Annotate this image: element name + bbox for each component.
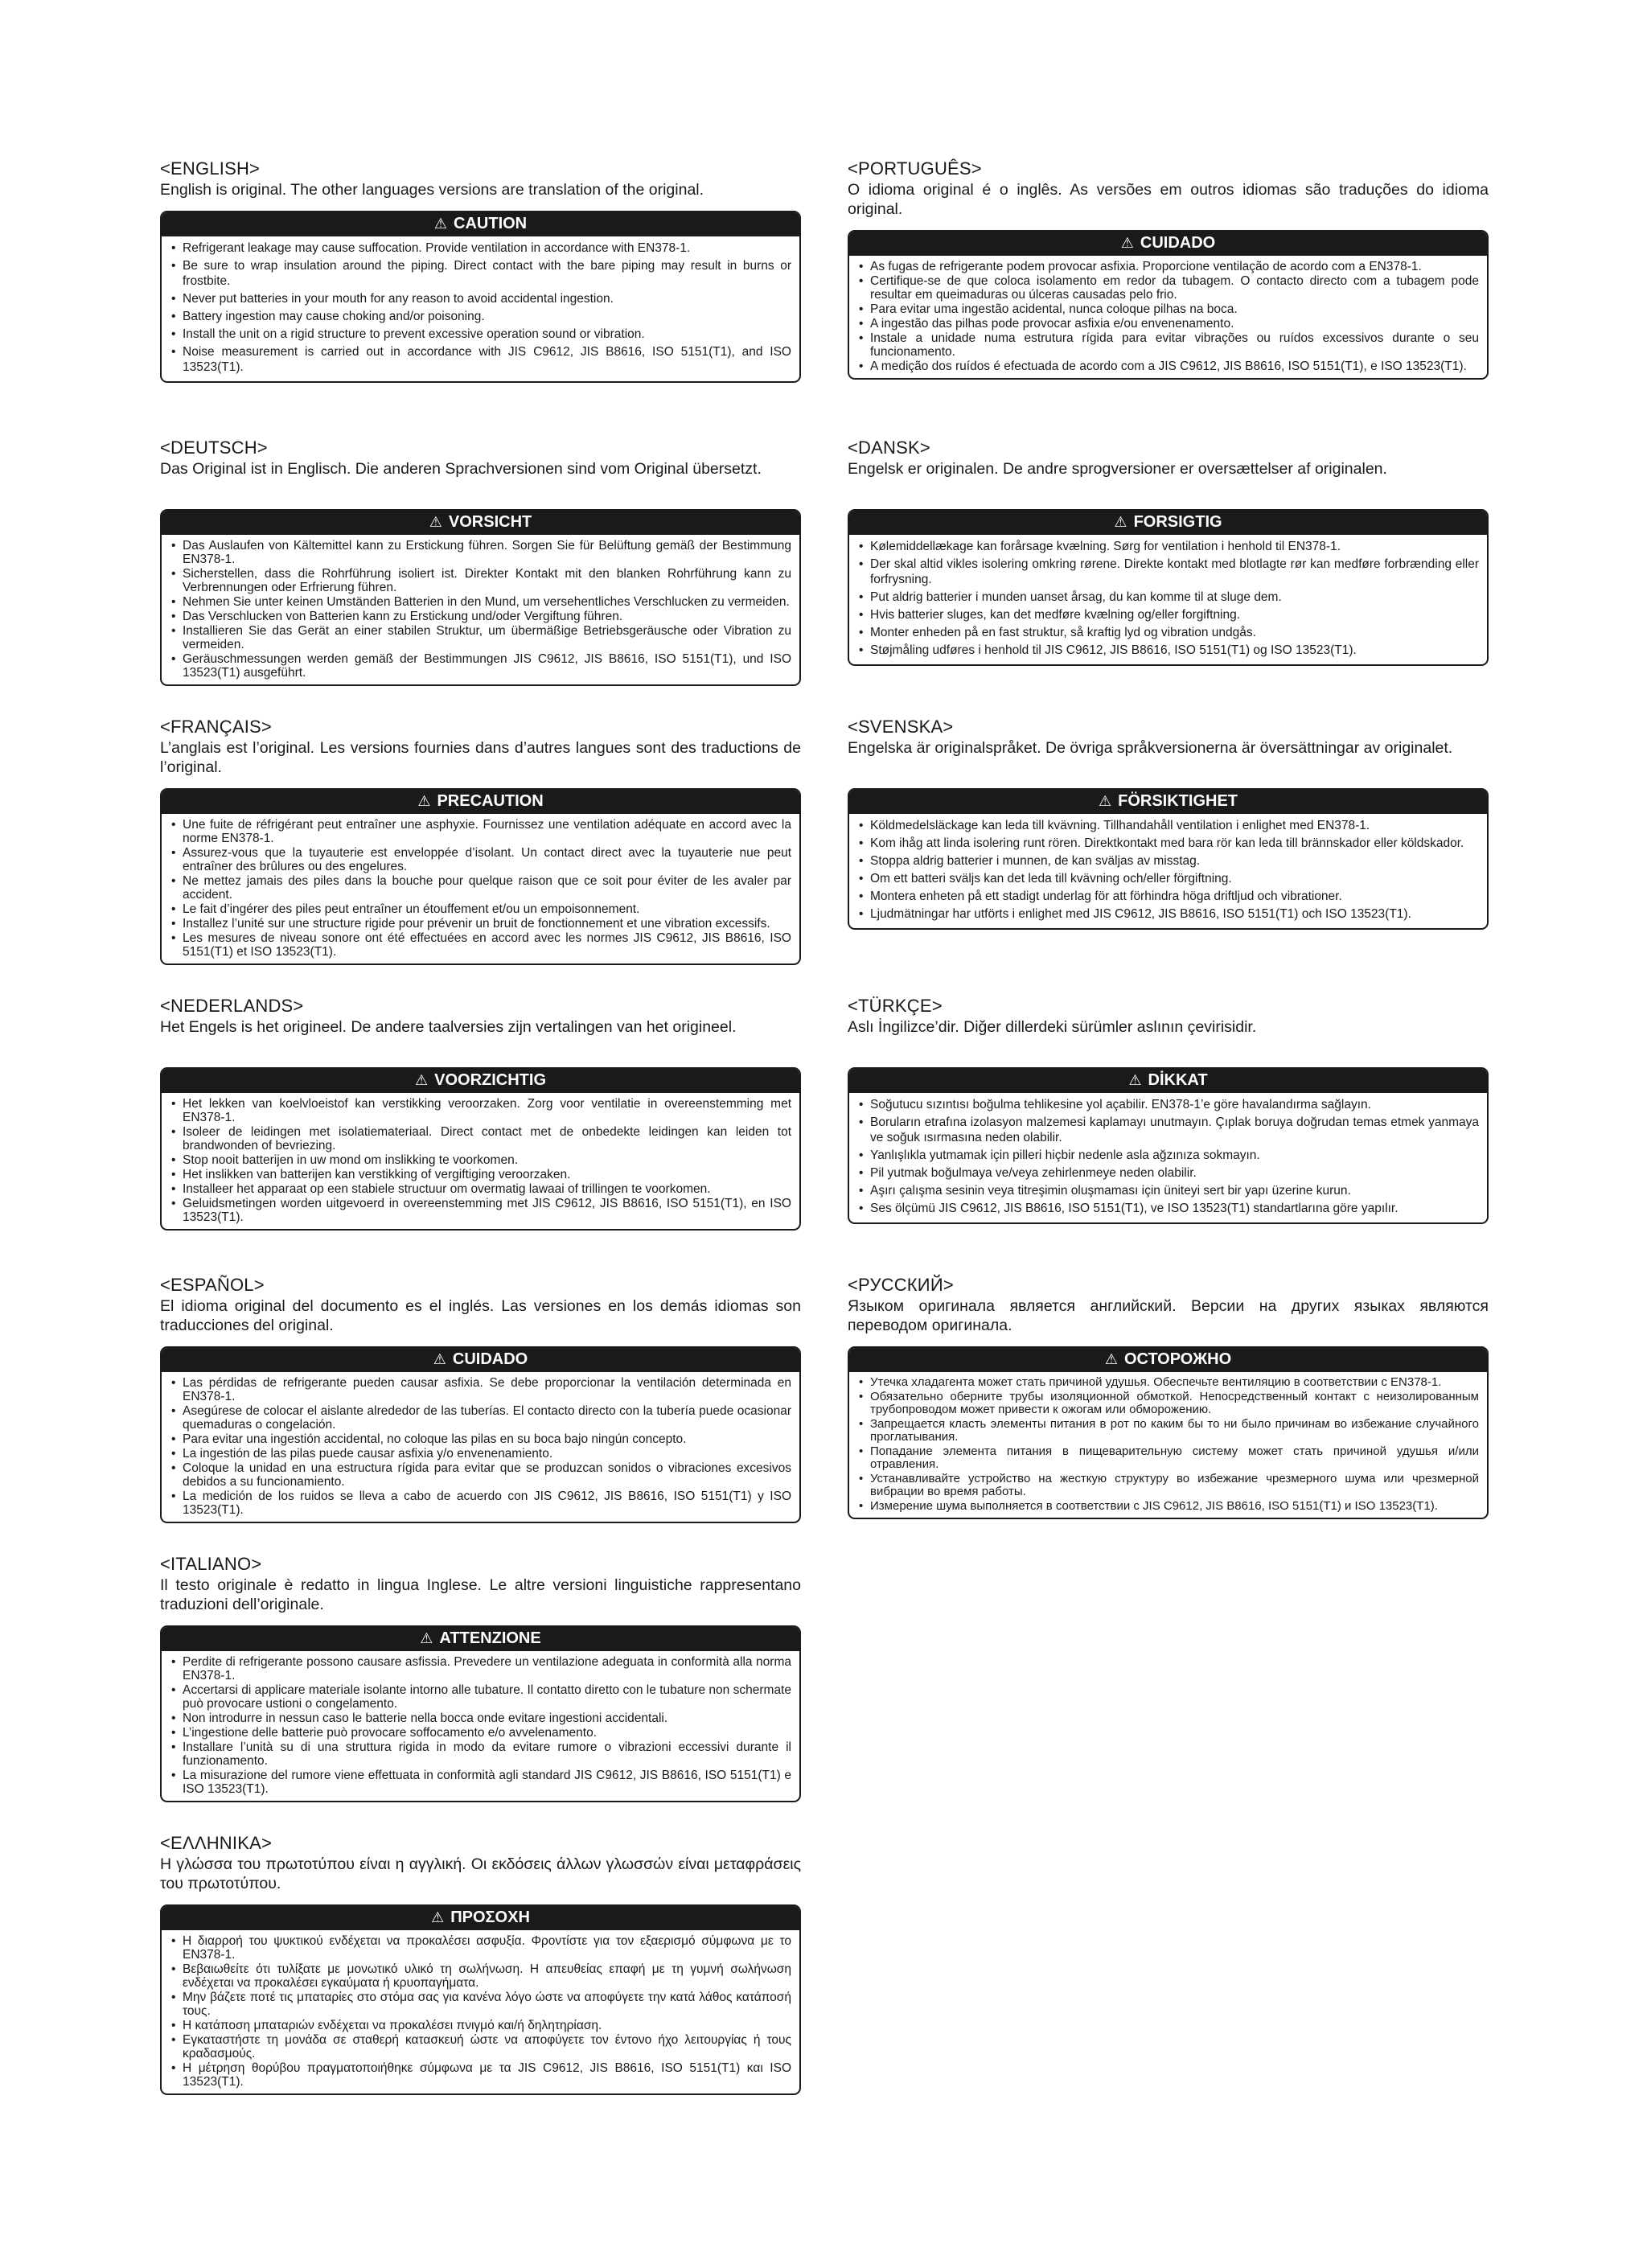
warning-item: • Be sure to wrap insulation around the piping. Direct contact with the bare piping may result in burns or frostbite. bbox=[170, 258, 791, 289]
warning-item: • A medição dos ruídos é efectuada de acordo com a JIS C9612, JIS B8616, ISO 5151(T1), e ISO 13523(T1). bbox=[857, 360, 1479, 373]
warning-box bbox=[160, 788, 801, 965]
warning-item: • Η κατάποση μπαταριών ενδέχεται να προκαλέσει πνιγμό και/ή δηλητηρίαση. bbox=[170, 2019, 791, 2032]
warning-item: • Never put batteries in your mouth for any reason to avoid accidental ingestion. bbox=[170, 291, 791, 306]
warning-list bbox=[849, 535, 1487, 664]
warning-label: FÖRSIKTIGHET bbox=[1118, 792, 1238, 810]
warning-header bbox=[849, 232, 1487, 256]
warning-item: • Das Auslaufen von Kältemittel kann zu Erstickung führen. Sorgen Sie für Belüftung gemäß der Bestimmung EN378-1. bbox=[170, 539, 791, 566]
warning-header bbox=[162, 1348, 799, 1372]
warning-item: • Asegúrese de colocar el aislante alrededor de las tuberías. El contacto directo con la tubería puede ocasionar quemaduras o congelación. bbox=[170, 1404, 791, 1432]
warning-list bbox=[162, 236, 799, 381]
warning-item: • Het lekken van koelvloeistof kan verstikking veroorzaken. Zorg voor ventilatie in overeenstemming met EN378-1. bbox=[170, 1097, 791, 1124]
warning-label: ОСТОРОЖНО bbox=[1123, 1350, 1232, 1368]
warning-triangle-icon: ⚠ bbox=[1120, 235, 1134, 251]
warning-item: • Ses ölçümü JIS C9612, JIS B8616, ISO 5151(T1), ve ISO 13523(T1) standartlarına göre yapılır. bbox=[857, 1201, 1479, 1216]
warning-box bbox=[160, 211, 801, 383]
warning-item: • Para evitar uma ingestão acidental, nunca coloque pilhas na boca. bbox=[857, 302, 1479, 316]
warning-header bbox=[162, 1069, 799, 1093]
warning-label: FORSIGTIG bbox=[1133, 513, 1222, 531]
warning-item: • Μην βάζετε ποτέ τις μπαταρίες στο στόμα σας για κανένα λόγο ώστε να αποφύγετε την κατά λάθος κατάποσή τους. bbox=[170, 1991, 791, 2018]
warning-item: • Stop nooit batterijen in uw mond om inslikking te voorkomen. bbox=[170, 1153, 791, 1167]
warning-item: • Le fait d’ingérer des piles peut entraîner un étouffement et/ou un empoisonnement. bbox=[170, 902, 791, 916]
warning-item: • Ljudmätningar har utförts i enlighet med JIS C9612, JIS B8616, ISO 5151(T1) och ISO 13523(T1). bbox=[857, 906, 1479, 922]
warning-header bbox=[162, 1627, 799, 1651]
language-heading: <DANSK> bbox=[848, 438, 930, 458]
warning-item: • Утечка хладагента может стать причиной удушья. Обеспечьте вентиляцию в соответствии с EN378-1. bbox=[857, 1376, 1479, 1390]
warning-item: • Noise measurement is carried out in accordance with JIS C9612, JIS B8616, ISO 5151(T1), and ISO 13523(T1). bbox=[170, 344, 791, 375]
warning-list bbox=[162, 1930, 799, 2093]
warning-item: • Sicherstellen, dass die Rohrführung isoliert ist. Direkter Kontakt mit den blanken Rohrführung kann zu Verbrennungen oder Erfrierung führen. bbox=[170, 567, 791, 594]
warning-item: • Put aldrig batterier i munden uanset årsag, du kan komme til at sluge dem. bbox=[857, 590, 1479, 605]
language-heading: <ENGLISH> bbox=[160, 158, 261, 179]
warning-item: • Assurez-vous que la tuyauterie est enveloppée d’isolant. Un contact direct avec la tuyauterie nue peut entraîner des brûlures ou des engelures. bbox=[170, 846, 791, 873]
warning-item: • Om ett batteri sväljs kan det leda till kvävning och/eller förgiftning. bbox=[857, 871, 1479, 886]
warning-item: • Les mesures de niveau sonore ont été effectuées en accord avec les normes JIS C9612, JIS B8616, ISO 5151(T1) et ISO 13523(T1). bbox=[170, 931, 791, 959]
language-intro: English is original. The other languages versions are translation of the original. bbox=[160, 181, 704, 199]
warning-item: • Hvis batterier sluges, kan det medføre kvælning og/eller forgiftning. bbox=[857, 607, 1479, 622]
language-intro: L’anglais est l’original. Les versions fournies dans d’autres langues sont des traductions de l’original. bbox=[160, 739, 801, 776]
warning-item: • Köldmedelsläckage kan leda till kvävning. Tillhandahåll ventilation i enlighet med EN378-1. bbox=[857, 818, 1479, 833]
language-heading: <DEUTSCH> bbox=[160, 438, 268, 458]
warning-item: • Battery ingestion may cause choking and/or poisoning. bbox=[170, 309, 791, 324]
warning-label: ATTENZIONE bbox=[439, 1629, 541, 1647]
language-intro: El idioma original del documento es el inglés. Las versiones en los demás idiomas son traducciones del original. bbox=[160, 1297, 801, 1334]
warning-header bbox=[162, 1906, 799, 1930]
language-section bbox=[848, 158, 1489, 437]
warning-item: • La misurazione del rumore viene effettuata in conformità agli standard JIS C9612, JIS B8616, ISO 5151(T1) e ISO 13523(T1). bbox=[170, 1769, 791, 1796]
warning-label: CUIDADO bbox=[452, 1350, 528, 1368]
warning-item: • Installeer het apparaat op een stabiele structuur om overmatig lawaai of trillingen te voorkomen. bbox=[170, 1182, 791, 1196]
language-intro: Aslı İngilizce’dir. Diğer dillerdeki sürümler aslının çevirisidir. bbox=[848, 1018, 1257, 1036]
warning-item: • Kom ihåg att linda isolering runt rören. Direktkontakt med bara rör kan leda till brännskador eller köldskador. bbox=[857, 836, 1479, 851]
warning-item: • As fugas de refrigerante podem provocar asfixia. Proporcione ventilação de acordo com a EN378-1. bbox=[857, 260, 1479, 273]
warning-item: • Install the unit on a rigid structure to prevent excessive operation sound or vibration. bbox=[170, 327, 791, 342]
warning-box bbox=[160, 1625, 801, 1802]
warning-header bbox=[162, 212, 799, 236]
warning-triangle-icon: ⚠ bbox=[417, 793, 431, 809]
language-section bbox=[848, 995, 1489, 1274]
warning-item: • Geräuschmessungen werden gemäß der Bestimmungen JIS C9612, JIS B8616, ISO 5151(T1), und ISO 13523(T1) ausgeführt. bbox=[170, 652, 791, 680]
warning-item: • Stoppa aldrig batterier i munnen, de kan sväljas av misstag. bbox=[857, 853, 1479, 869]
warning-triangle-icon: ⚠ bbox=[1128, 1072, 1142, 1088]
warning-item: • Der skal altid vikles isolering omkring rørene. Direkte kontakt med blotlagte rør kan medføre forbrænding eller forfrysning. bbox=[857, 557, 1479, 587]
warning-triangle-icon: ⚠ bbox=[431, 1909, 445, 1925]
warning-box bbox=[848, 788, 1489, 930]
warning-item: • Geluidsmetingen worden uitgevoerd in overeenstemming met JIS C9612, JIS B8616, ISO 5151(T1), en ISO 13523(T1). bbox=[170, 1197, 791, 1224]
language-section bbox=[160, 716, 801, 995]
warning-list bbox=[162, 1093, 799, 1229]
language-section bbox=[848, 1274, 1489, 1553]
warning-list bbox=[162, 814, 799, 963]
warning-item: • Monter enheden på en fast struktur, så kraftig lyd og vibration undgås. bbox=[857, 625, 1479, 640]
warning-box bbox=[848, 1346, 1489, 1519]
warning-label: ΠΡΟΣΟΧΗ bbox=[450, 1908, 530, 1926]
warning-label: DİKKAT bbox=[1148, 1071, 1208, 1089]
warning-item: • L’ingestione delle batterie può provocare soffocamento e/o avvelenamento. bbox=[170, 1726, 791, 1740]
warning-item: • Εγκαταστήστε τη μονάδα σε σταθερή κατασκευή ώστε να αποφύγετε τον έντονο ήχο λειτουργίας ή τους κραδασμούς. bbox=[170, 2033, 791, 2061]
warning-item: • Обязательно оберните трубы изоляционной обмоткой. Непосредственный контакт с неизолированным трубопроводом может привести к ожогам или обморожению. bbox=[857, 1391, 1479, 1417]
warning-header bbox=[849, 1348, 1487, 1372]
warning-triangle-icon: ⚠ bbox=[1114, 514, 1127, 530]
language-intro: Engelsk er originalen. De andre sprogversioner er oversættelser af originalen. bbox=[848, 460, 1387, 478]
warning-item: • Das Verschlucken von Batterien kann zu Erstickung und/oder Vergiftung führen. bbox=[170, 610, 791, 623]
warning-list bbox=[162, 535, 799, 684]
language-section bbox=[160, 995, 801, 1274]
warning-triangle-icon: ⚠ bbox=[433, 216, 448, 232]
warning-list bbox=[849, 814, 1487, 928]
warning-header bbox=[849, 1069, 1487, 1093]
warning-item: • Устанавливайте устройство на жесткую структуру во избежание чрезмерного шума или чрезмерной вибрации во время работы. bbox=[857, 1473, 1479, 1499]
warning-label: CAUTION bbox=[454, 215, 528, 232]
right-column bbox=[848, 158, 1489, 1553]
language-heading: <ESPAÑOL> bbox=[160, 1275, 265, 1295]
warning-triangle-icon: ⚠ bbox=[433, 1351, 446, 1367]
warning-item: • Boruların etrafına izolasyon malzemesi kaplamayı unutmayın. Çıplak boruya doğrudan temas etmek yanmaya ve soğuk ısırmasına neden olabilir. bbox=[857, 1115, 1479, 1145]
language-heading: <NEDERLANDS> bbox=[160, 996, 304, 1016]
warning-item: • La medición de los ruidos se lleva a cabo de acuerdo con JIS C9612, JIS B8616, ISO 5151(T1) y ISO 13523(T1). bbox=[170, 1489, 791, 1517]
warning-item: • Para evitar una ingestión accidental, no coloque las pilas en su boca bajo ningún concepto. bbox=[170, 1432, 791, 1446]
warning-triangle-icon: ⚠ bbox=[1104, 1351, 1118, 1367]
language-intro: Η γλώσσα του πρωτοτύπου είναι η αγγλική. Οι εκδόσεις άλλων γλωσσών είναι μεταφράσεις του πρωτοτύπου. bbox=[160, 1855, 801, 1892]
warning-header bbox=[849, 511, 1487, 535]
language-section bbox=[160, 158, 801, 437]
warning-item: • Isoleer de leidingen met isolatiemateriaal. Direct contact met de onbedekte leidingen kan leiden tot brandwonden of bevriezing. bbox=[170, 1125, 791, 1152]
warning-box bbox=[160, 509, 801, 686]
language-section bbox=[848, 716, 1489, 995]
warning-item: • Измерение шума выполняется в соответствии с JIS C9612, JIS B8616, ISO 5151(T1) и ISO 13523(T1). bbox=[857, 1500, 1479, 1514]
warning-item: • Η μέτρηση θορύβου πραγματοποιήθηκε σύμφωνα με τα JIS C9612, JIS B8616, ISO 5151(T1) και ISO 13523(T1). bbox=[170, 2061, 791, 2089]
warning-item: • Kølemiddellækage kan forårsage kvælning. Sørg for ventilation i henhold til EN378-1. bbox=[857, 539, 1479, 554]
language-intro: Engelska är originalspråket. De övriga språkversionerna är översättningar av originalet. bbox=[848, 739, 1453, 757]
warning-triangle-icon: ⚠ bbox=[429, 514, 442, 530]
language-intro: Het Engels is het origineel. De andere taalversies zijn vertalingen van het origineel. bbox=[160, 1018, 737, 1036]
language-heading: <ITALIANO> bbox=[160, 1554, 262, 1574]
warning-item: • Installare l’unità su di una struttura rigida in modo da evitare rumore o vibrazioni eccessivi durante il funzionamento. bbox=[170, 1740, 791, 1768]
warning-list bbox=[849, 1372, 1487, 1518]
language-intro: Языком оригинала является английский. Версии на других языках являются переводом оригинала. bbox=[848, 1297, 1489, 1334]
warning-item: • Nehmen Sie unter keinen Umständen Batterien in den Mund, um versehentliches Verschlucken zu vermeiden. bbox=[170, 595, 791, 609]
language-section bbox=[160, 1553, 801, 1832]
warning-item: • Las pérdidas de refrigerante pueden causar asfixia. Se debe proporcionar la ventilación determinada en EN378-1. bbox=[170, 1376, 791, 1403]
warning-item: • Coloque la unidad en una estructura rígida para evitar que se produzcan sonidos o vibraciones excesivos debidos a su funcionamiento. bbox=[170, 1461, 791, 1489]
warning-header bbox=[162, 790, 799, 814]
warning-item: • Het inslikken van batterijen kan verstikking of vergiftiging veroorzaken. bbox=[170, 1168, 791, 1181]
warning-list bbox=[849, 256, 1487, 378]
warning-item: • Ne mettez jamais des piles dans la bouche pour quelque raison que ce soit pour éviter de les avaler par accident. bbox=[170, 874, 791, 902]
warning-item: • A ingestão das pilhas pode provocar asfixia e/ou envenenamento. bbox=[857, 317, 1479, 331]
language-heading: <ΕΛΛΗΝΙΚΑ> bbox=[160, 1833, 272, 1853]
language-section bbox=[160, 437, 801, 716]
warning-item: • Certifique-se de que coloca isolamento em redor da tubagem. O contacto directo com a tubagem pode resultar em queimaduras ou úlceras causadas pelo frio. bbox=[857, 274, 1479, 302]
warning-list bbox=[162, 1651, 799, 1801]
language-section bbox=[160, 1274, 801, 1553]
left-column bbox=[160, 158, 801, 2111]
language-section bbox=[848, 437, 1489, 716]
warning-item: • Montera enheten på ett stadigt underlag för att förhindra höga driftljud och vibrationer. bbox=[857, 889, 1479, 904]
warning-box bbox=[848, 230, 1489, 380]
warning-item: • Pil yutmak boğulmaya ve/veya zehirlenmeye neden olabilir. bbox=[857, 1165, 1479, 1181]
warning-item: • La ingestión de las pilas puede causar asfixia y/o envenenamiento. bbox=[170, 1447, 791, 1461]
warning-item: • Accertarsi di applicare materiale isolante intorno alle tubature. Il contatto diretto con le tubature non schermate può provocare ustioni o congelamento. bbox=[170, 1683, 791, 1711]
warning-item: • Une fuite de réfrigérant peut entraîner une asphyxie. Fournissez une ventilation adéquate en accord avec la norme EN378-1. bbox=[170, 818, 791, 845]
warning-label: CUIDADO bbox=[1140, 234, 1216, 252]
warning-label: VORSICHT bbox=[448, 513, 532, 531]
warning-item: • Попадание элемента питания в пищеварительную систему может стать причиной удушья и/или отравления. bbox=[857, 1445, 1479, 1472]
warning-item: • Installez l’unité sur une structure rigide pour prévenir un bruit de fonctionnement et une vibration excessifs. bbox=[170, 917, 791, 931]
language-intro: O idioma original é o inglês. As versões em outros idiomas são traduções do idioma original. bbox=[848, 181, 1489, 218]
warning-item: • Soğutucu sızıntısı boğulma tehlikesine yol açabilir. EN378-1’e göre havalandırma sağlayın. bbox=[857, 1097, 1479, 1112]
warning-item: • Refrigerant leakage may cause suffocation. Provide ventilation in accordance with EN378-1. bbox=[170, 240, 791, 256]
language-heading: <SVENSKA> bbox=[848, 717, 954, 737]
warning-item: • Instale a unidade numa estrutura rígida para evitar vibrações ou ruídos excessivos durante o seu funcionamento. bbox=[857, 331, 1479, 359]
warning-box bbox=[848, 509, 1489, 666]
warning-box bbox=[160, 1346, 801, 1523]
warning-item: • Βεβαιωθείτε ότι τυλίξατε με μονωτικό υλικό τη σωλήνωση. Η απευθείας επαφή με τη γυμνή σωλήνωση ενδέχεται να προκαλέσει εγκαύματα ή κρυοπαγήματα. bbox=[170, 1962, 791, 1990]
warning-item: • Η διαρροή του ψυκτικού ενδέχεται να προκαλέσει ασφυξία. Φροντίστε για τον εξαερισμό σύμφωνα με το EN378-1. bbox=[170, 1934, 791, 1962]
language-heading: <TÜRKÇE> bbox=[848, 996, 943, 1016]
warning-item: • Perdite di refrigerante possono causare asfissia. Prevedere un ventilazione adeguata in conformità alla norma EN378-1. bbox=[170, 1655, 791, 1683]
warning-header bbox=[849, 790, 1487, 814]
warning-item: • Støjmåling udføres i henhold til JIS C9612, JIS B8616, ISO 5151(T1) og ISO 13523(T1). bbox=[857, 643, 1479, 658]
warning-triangle-icon: ⚠ bbox=[420, 1630, 433, 1646]
warning-box bbox=[160, 1067, 801, 1231]
warning-item: • Yanlışlıkla yutmamak için pilleri hiçbir nedenle asla ağzınıza sokmayın. bbox=[857, 1148, 1479, 1163]
warning-box bbox=[848, 1067, 1489, 1224]
language-intro: Das Original ist in Englisch. Die anderen Sprachversionen sind vom Original übersetzt. bbox=[160, 460, 762, 478]
warning-triangle-icon: ⚠ bbox=[414, 1072, 429, 1088]
warning-header bbox=[162, 511, 799, 535]
warning-list bbox=[849, 1093, 1487, 1222]
warning-label: PRECAUTION bbox=[437, 792, 544, 810]
warning-item: • Запрещается класть элементы питания в рот по каким бы то ни было причинам во избежание случайного проглатывания. bbox=[857, 1418, 1479, 1444]
language-heading: <РУССКИЙ> bbox=[848, 1275, 954, 1295]
warning-item: • Aşırı çalışma sesinin veya titreşimin oluşmaması için üniteyi sert bir yapı üzerine kurun. bbox=[857, 1183, 1479, 1198]
warning-label: VOORZICHTIG bbox=[434, 1071, 547, 1089]
warning-item: • Installieren Sie das Gerät an einer stabilen Struktur, um übermäßige Betriebsgeräusche oder Vibration zu vermeiden. bbox=[170, 624, 791, 651]
warning-list bbox=[162, 1372, 799, 1522]
warning-item: • Non introdurre in nessun caso le batterie nella bocca onde evitare ingestioni accidentali. bbox=[170, 1711, 791, 1725]
language-section bbox=[160, 1832, 801, 2111]
warning-box bbox=[160, 1904, 801, 2095]
warning-triangle-icon: ⚠ bbox=[1098, 793, 1112, 809]
language-heading: <FRANÇAIS> bbox=[160, 717, 272, 737]
language-heading: <PORTUGUÊS> bbox=[848, 158, 982, 179]
language-intro: Il testo originale è redatto in lingua Inglese. Le altre versioni linguistiche rappresentano traduzioni dell’originale. bbox=[160, 1576, 801, 1613]
